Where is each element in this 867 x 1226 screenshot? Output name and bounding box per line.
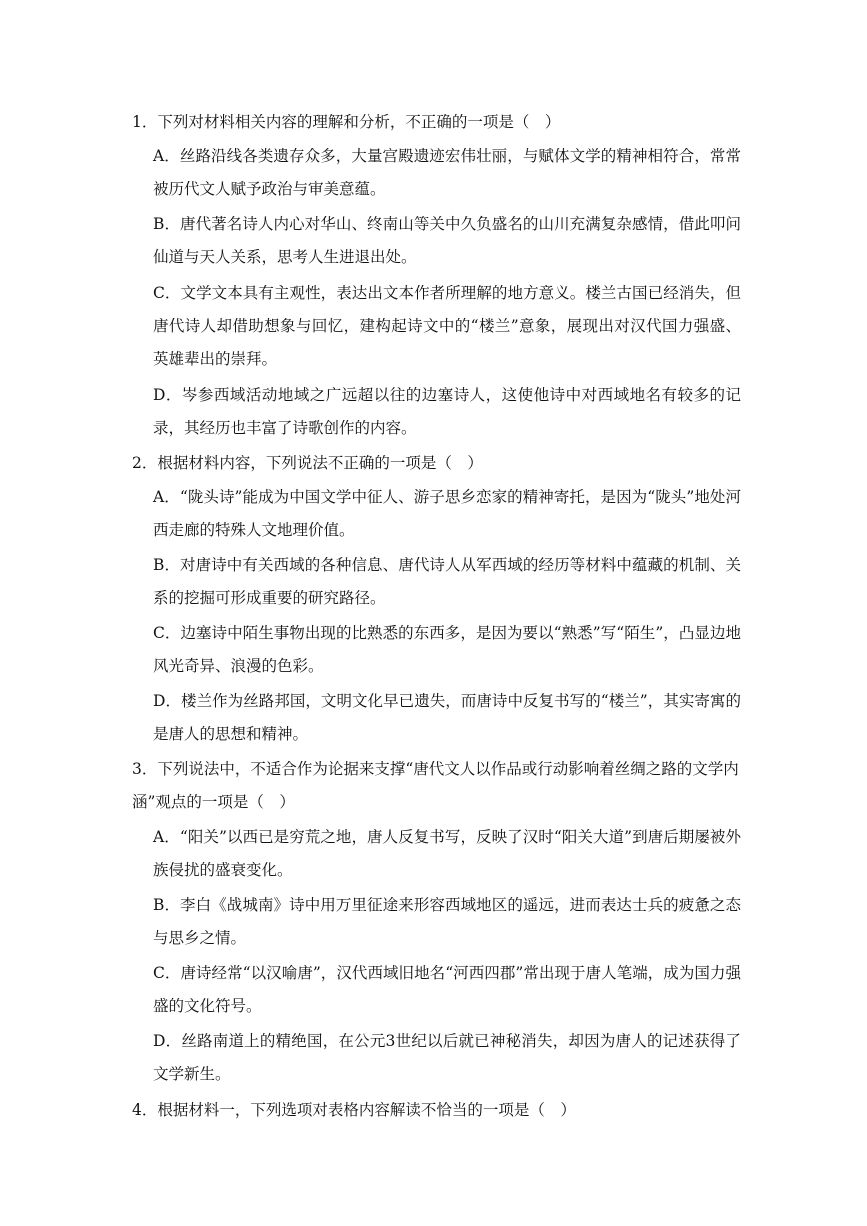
question-3-stem: 3．下列说法中，不适合作为论据来支撑“唐代文人以作品或行动影响着丝绸之路的文学内涵”观点的一项是（ ） xyxy=(132,760,739,811)
question-3-option-c: C．唐诗经常“以汉喻唐”，汉代西域旧地名“河西四郡”常出现于唐人笔端，成为国力强盛的文化符号。 xyxy=(153,964,741,1015)
question-1-option-b: B．唐代著名诗人内心对华山、终南山等关中久负盛名的山川充满复杂感情，借此叩问仙道与天人关系，思考人生进退出处。 xyxy=(153,215,741,266)
question-1-option-d: D．岑参西域活动地域之广远超以往的边塞诗人，这使他诗中对西域地名有较多的记录，其经历也丰富了诗歌创作的内容。 xyxy=(153,386,741,437)
question-1-option-a: A．丝路沿线各类遗存众多，大量宫殿遗迹宏伟壮丽，与赋体文学的精神相符合，常常被历代文人赋予政治与审美意蕴。 xyxy=(153,147,741,198)
question-2-option-d: D．楼兰作为丝路邦国，文明文化早已遗失，而唐诗中反复书写的“楼兰”，其实寄寓的是唐人的思想和精神。 xyxy=(153,692,741,743)
question-3-option-d: D．丝路南道上的精绝国，在公元3世纪以后就已神秘消失，却因为唐人的记述获得了文学新生。 xyxy=(153,1032,741,1083)
question-4-stem: 4．根据材料一，下列选项对表格内容解读不恰当的一项是（ ） xyxy=(132,1101,576,1119)
question-2-stem: 2．根据材料内容，下列说法不正确的一项是（ ） xyxy=(132,454,483,472)
question-2-option-a: A．“陇头诗”能成为中国文学中征人、游子思乡恋家的精神寄托，是因为“陇头”地处河西走廊的特殊人文地理价值。 xyxy=(153,488,741,539)
question-3-option-b: B．李白《战城南》诗中用万里征途来形容西域地区的遥远，进而表达士兵的疲惫之态与思乡之情。 xyxy=(153,896,741,947)
question-3-option-a: A．“阳关”以西已是穷荒之地，唐人反复书写，反映了汉时“阳关大道”到唐后期屡被外族侵扰的盛衰变化。 xyxy=(153,828,741,879)
question-1-stem: 1．下列对材料相关内容的理解和分析，不正确的一项是（ ） xyxy=(132,113,561,131)
question-2-option-c: C．边塞诗中陌生事物出现的比熟悉的东西多，是因为要以“熟悉”写“陌生”，凸显边地风光奇异、浪漫的色彩。 xyxy=(153,624,741,675)
question-2-option-b: B．对唐诗中有关西域的各种信息、唐代诗人从军西域的经历等材料中蕴藏的机制、关系的挖掘可形成重要的研究路径。 xyxy=(153,556,741,607)
question-1-option-c: C．文学文本具有主观性，表达出文本作者所理解的地方意义。楼兰古国已经消失，但唐代诗人却借助想象与回忆，建构起诗文中的“楼兰”意象，展现出对汉代国力强盛、英雄辈出的崇拜。 xyxy=(153,284,741,368)
